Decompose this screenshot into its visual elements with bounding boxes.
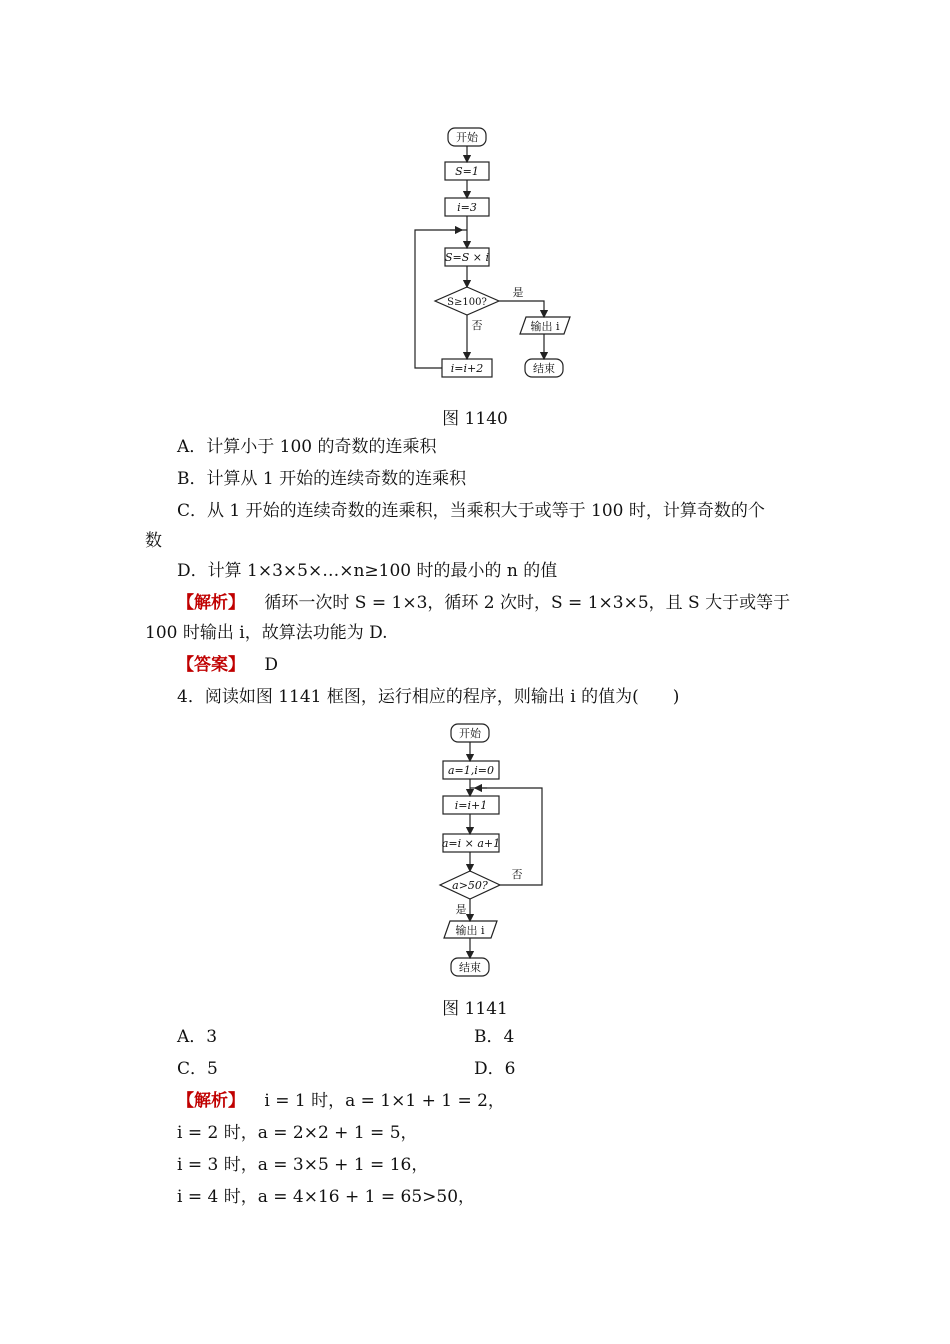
fc2-output-label: 输出 i xyxy=(455,924,485,937)
fc1-end-label: 结束 xyxy=(533,362,555,375)
q3-analysis-line2: 100 时输出 i，故算法功能为 D. xyxy=(145,623,388,643)
q3-option-b: B．计算从 1 开始的连续奇数的连乘积 xyxy=(177,469,467,489)
q3-option-c: C．从 1 开始的连续奇数的连乘积，当乘积大于或等于 100 时，计算奇数的个 xyxy=(177,501,765,521)
q4-option-d: D．6 xyxy=(474,1059,516,1079)
fc2-end-label: 结束 xyxy=(459,961,481,974)
q4-option-b: B．4 xyxy=(474,1027,515,1047)
fc2-no-label: 否 xyxy=(511,868,523,881)
q4-analysis-line1 xyxy=(177,1090,505,1112)
fc1-init-s-label: S=1 xyxy=(455,165,479,178)
fc2-update-a-label: a=i × a+1 xyxy=(441,837,501,850)
flowchart-1140-svg xyxy=(400,120,600,390)
fc2-yes-label: 是 xyxy=(455,903,467,916)
q4-analysis-line2: i = 2 时，a = 2×2 + 1 = 5， xyxy=(177,1123,418,1143)
q4-question: 4．阅读如图 1141 框图，运行相应的程序，则输出 i 的值为( ) xyxy=(177,687,680,707)
q3-analysis-text: 循环一次时 S = 1×3，循环 2 次时，S = 1×3×5，且 S 大于或等于 xyxy=(264,593,791,613)
fc1-decision-label: S≥100? xyxy=(447,297,487,308)
flowchart-1141 xyxy=(425,718,565,987)
q4-analysis-label: 【解析】 xyxy=(177,1091,245,1111)
q3-option-a: A．计算小于 100 的奇数的连乘积 xyxy=(177,437,437,457)
fc2-start-label: 开始 xyxy=(459,727,481,740)
q4-analysis-line4: i = 4 时，a = 4×16 + 1 = 65>50， xyxy=(177,1187,476,1207)
flowchart-1141-svg xyxy=(425,718,565,983)
figure-1141-caption: 图 1141 xyxy=(442,999,508,1019)
q4-option-a: A．3 xyxy=(177,1027,218,1047)
fc1-init-i-label: i=3 xyxy=(457,201,477,214)
q4-option-c: C．5 xyxy=(177,1059,218,1079)
q3-answer-value: D xyxy=(264,655,279,675)
q3-analysis-line1 xyxy=(177,592,790,614)
fc1-output-label: 输出 i xyxy=(530,320,560,333)
fc2-init-label: a=1,i=0 xyxy=(447,764,495,777)
q3-answer-line xyxy=(177,654,278,676)
q3-option-d: D．计算 1×3×5×…×n≥100 时的最小的 n 的值 xyxy=(177,561,558,581)
fc1-start-label: 开始 xyxy=(456,131,478,144)
q4-analysis-text-1: i = 1 时，a = 1×1 + 1 = 2， xyxy=(264,1091,505,1111)
q3-analysis-label: 【解析】 xyxy=(177,593,245,613)
q4-analysis-line3: i = 3 时，a = 3×5 + 1 = 16， xyxy=(177,1155,429,1175)
fc1-update-s-label: S=S × i xyxy=(444,251,490,264)
q3-option-c-cont: 数 xyxy=(145,531,162,551)
fc1-increment-label: i=i+2 xyxy=(450,362,484,375)
fc1-yes-label: 是 xyxy=(512,286,524,299)
figure-1140-caption: 图 1140 xyxy=(442,409,508,429)
flowchart-1140 xyxy=(400,120,600,394)
fc1-no-label: 否 xyxy=(471,319,483,332)
q3-answer-label: 【答案】 xyxy=(177,655,245,675)
fc2-increment-label: i=i+1 xyxy=(454,799,488,812)
fc2-decision-label: a>50? xyxy=(452,879,488,892)
